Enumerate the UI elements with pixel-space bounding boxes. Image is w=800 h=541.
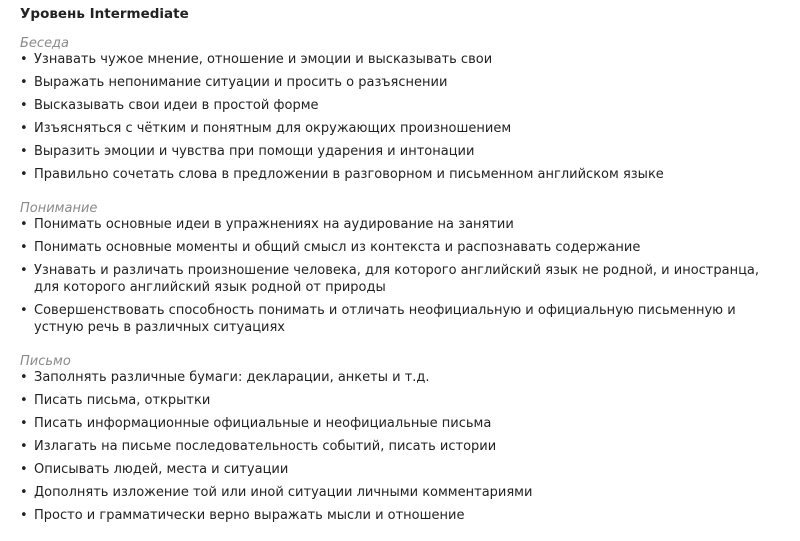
list-item-text: Понимать основные идеи в упражнениях на аудирование на занятии xyxy=(34,217,514,232)
section-understanding xyxy=(20,201,780,336)
list-item xyxy=(20,74,780,91)
list-item-text: Описывать людей, места и ситуации xyxy=(34,462,289,477)
list-item xyxy=(20,461,780,478)
list-item xyxy=(20,369,780,386)
list-item xyxy=(20,120,780,137)
list-item-text: Писать письма, открытки xyxy=(34,393,211,408)
list-item xyxy=(20,166,780,183)
list-item-text: Дополнять изложение той или иной ситуации личными комментариями xyxy=(34,485,533,500)
bullet-icon: • xyxy=(20,167,28,182)
bullet-icon: • xyxy=(20,508,28,523)
bullet-icon: • xyxy=(20,121,28,136)
bullet-icon: • xyxy=(20,217,28,232)
list-item-text: Правильно сочетать слова в предложении в разговорном и письменном английском языке xyxy=(34,167,664,182)
bullet-icon: • xyxy=(20,75,28,90)
list-item xyxy=(20,438,780,455)
list-item-text: Выразить эмоции и чувства при помощи ударения и интонации xyxy=(34,144,475,159)
bullet-icon: • xyxy=(20,393,28,408)
list-item-text: Выражать непонимание ситуации и просить о разъяснении xyxy=(34,75,448,90)
list-item-text: Просто и грамматически верно выражать мысли и отношение xyxy=(34,508,465,523)
list-item xyxy=(20,484,780,501)
list-item xyxy=(20,97,780,114)
list-item-text: Понимать основные моменты и общий смысл из контекста и распознавать содержание xyxy=(34,240,641,255)
list-item-text: Излагать на письме последовательность событий, писать истории xyxy=(34,439,497,454)
list-item-text: Изъясняться с чётким и понятным для окружающих произношением xyxy=(34,121,512,136)
bullet-icon: • xyxy=(20,370,28,385)
bullet-icon: • xyxy=(20,303,28,318)
bullet-icon: • xyxy=(20,416,28,431)
list-item xyxy=(20,392,780,409)
bullet-icon: • xyxy=(20,144,28,159)
list-item-text: Заполнять различные бумаги: декларации, анкеты и т.д. xyxy=(34,370,430,385)
bullet-list xyxy=(20,369,780,524)
list-item xyxy=(20,216,780,233)
bullet-icon: • xyxy=(20,439,28,454)
list-item xyxy=(20,507,780,524)
list-item xyxy=(20,51,780,68)
list-item xyxy=(20,302,780,336)
list-item xyxy=(20,262,780,296)
list-item-text: Узнавать и различать произношение человека, для которого английский язык не родной, и иностранца, для которого английский язык родной от природы xyxy=(34,263,760,295)
bullet-icon: • xyxy=(20,263,28,278)
bullet-icon: • xyxy=(20,240,28,255)
bullet-icon: • xyxy=(20,485,28,500)
list-item-text: Узнавать чужое мнение, отношение и эмоции и высказывать свои xyxy=(34,52,493,67)
section-writing xyxy=(20,354,780,524)
list-item-text: Совершенствовать способность понимать и отличать неофициальную и официальную письменную и устную речь в различных ситуациях xyxy=(34,303,736,335)
section-heading: Письмо xyxy=(20,354,71,369)
bullet-list xyxy=(20,216,780,336)
section-heading: Понимание xyxy=(20,201,98,216)
bullet-list xyxy=(20,51,780,183)
list-item-text: Писать информационные официальные и неофициальные письма xyxy=(34,416,492,431)
list-item xyxy=(20,415,780,432)
bullet-icon: • xyxy=(20,462,28,477)
section-conversation xyxy=(20,36,780,183)
section-heading: Беседа xyxy=(20,36,70,51)
bullet-icon: • xyxy=(20,98,28,113)
list-item xyxy=(20,143,780,160)
list-item xyxy=(20,239,780,256)
list-item-text: Высказывать свои идеи в простой форме xyxy=(34,98,319,113)
bullet-icon: • xyxy=(20,52,28,67)
page-title: Уровень Intermediate xyxy=(20,6,189,22)
